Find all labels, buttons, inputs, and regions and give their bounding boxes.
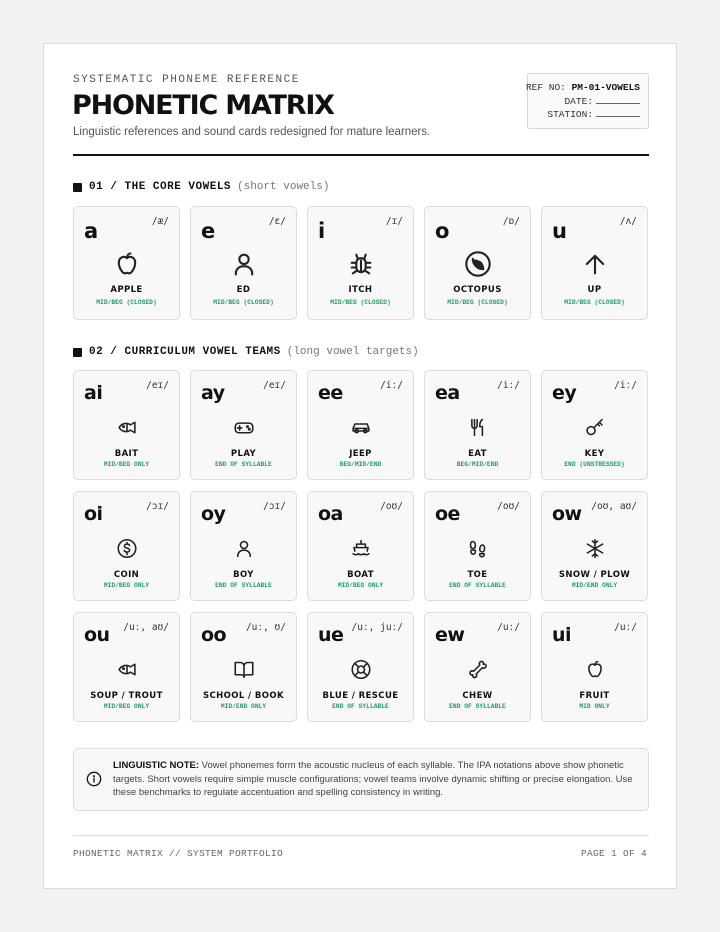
position-label: MID/BEG (CLOSED) bbox=[213, 299, 274, 306]
ipa-notation: /oʊ/ bbox=[380, 501, 403, 512]
station-row bbox=[547, 108, 640, 120]
card-letter: oy bbox=[201, 503, 226, 525]
sound-card-oi bbox=[73, 491, 180, 601]
ipa-notation: /ɛ/ bbox=[268, 216, 286, 227]
footer-page-number: PAGE 1 OF 4 bbox=[580, 848, 647, 859]
sound-card-o bbox=[424, 206, 531, 320]
section-number: 02 / CURRICULUM VOWEL TEAMS bbox=[89, 346, 281, 358]
date-label: DATE: bbox=[564, 96, 593, 107]
sound-card-ey bbox=[541, 370, 648, 480]
position-label: END (UNSTRESSED) bbox=[564, 461, 625, 468]
ipa-notation: /uː, aʊ/ bbox=[123, 622, 169, 633]
ipa-notation: /oʊ, aʊ/ bbox=[591, 501, 637, 512]
station-blank-line bbox=[596, 108, 640, 117]
example-word: SCHOOL / BOOK bbox=[202, 691, 285, 701]
section-core-vowels-heading bbox=[73, 181, 329, 193]
coin-icon bbox=[116, 538, 137, 559]
position-label: END OF SYLLABLE bbox=[215, 461, 272, 468]
example-word: EAT bbox=[468, 449, 487, 459]
example-word: CHEW bbox=[462, 691, 493, 701]
car-icon bbox=[350, 417, 371, 438]
example-word: FRUIT bbox=[579, 691, 610, 701]
section-bullet-icon bbox=[73, 348, 82, 357]
example-word: UP bbox=[587, 285, 602, 295]
ipa-notation: /iː/ bbox=[497, 380, 520, 391]
ipa-notation: /uː/ bbox=[497, 622, 520, 633]
document-page bbox=[43, 43, 677, 889]
example-word: SNOW / PLOW bbox=[558, 570, 631, 580]
ipa-notation: /æ/ bbox=[151, 216, 169, 227]
section-hint: (long vowel targets) bbox=[286, 346, 419, 358]
position-label: END OF SYLLABLE bbox=[215, 582, 272, 589]
ipa-notation: /ɔɪ/ bbox=[263, 501, 286, 512]
sound-card-a bbox=[73, 206, 180, 320]
station-label: STATION: bbox=[547, 109, 593, 120]
sound-card-ay bbox=[190, 370, 297, 480]
sound-card-oo bbox=[190, 612, 297, 722]
example-word: SOUP / TROUT bbox=[90, 691, 163, 701]
position-label: MID/END ONLY bbox=[571, 582, 618, 589]
section-number: 01 / THE CORE VOWELS bbox=[89, 181, 232, 193]
sound-card-ow bbox=[541, 491, 648, 601]
position-label: MID/BEG ONLY bbox=[337, 582, 384, 589]
position-label: MID/BEG ONLY bbox=[103, 703, 150, 710]
example-word: TOE bbox=[467, 570, 488, 580]
card-letter: oa bbox=[318, 503, 343, 525]
footer-left: PHONETIC MATRIX // SYSTEM PORTFOLIO bbox=[73, 848, 284, 859]
example-word: ED bbox=[236, 285, 251, 295]
card-letter: u bbox=[552, 219, 567, 243]
ipa-notation: /eɪ/ bbox=[146, 380, 169, 391]
sound-card-ue bbox=[307, 612, 414, 722]
example-word: BOAT bbox=[347, 570, 374, 580]
card-letter: ea bbox=[435, 382, 460, 404]
utensils-icon bbox=[467, 417, 488, 438]
card-letter: ey bbox=[552, 382, 577, 404]
fish-icon bbox=[116, 659, 137, 680]
ref-number-row bbox=[526, 82, 640, 93]
ipa-notation: /ɒ/ bbox=[502, 216, 520, 227]
reference-box bbox=[527, 73, 649, 129]
page-subtitle: Linguistic references and sound cards redesigned for mature learners. bbox=[73, 126, 431, 138]
person-icon bbox=[233, 538, 254, 559]
card-letter: oo bbox=[201, 624, 227, 646]
spiral-icon bbox=[464, 250, 492, 278]
header-divider bbox=[73, 154, 649, 156]
kicker-text: SYSTEMATIC PHONEME REFERENCE bbox=[73, 74, 300, 86]
card-letter: oe bbox=[435, 503, 460, 525]
ipa-notation: /uː, juː/ bbox=[351, 622, 403, 633]
lifebuoy-icon bbox=[350, 659, 371, 680]
sound-card-ea bbox=[424, 370, 531, 480]
position-label: BEG/MID/END bbox=[339, 461, 382, 468]
ipa-notation: /ɪ/ bbox=[385, 216, 403, 227]
ipa-notation: /ɔɪ/ bbox=[146, 501, 169, 512]
card-letter: i bbox=[318, 219, 325, 243]
sound-card-ai bbox=[73, 370, 180, 480]
position-label: MID/BEG ONLY bbox=[103, 582, 150, 589]
footer-divider bbox=[73, 835, 649, 836]
example-word: APPLE bbox=[110, 285, 143, 295]
position-label: BEG/MID/END bbox=[456, 461, 499, 468]
card-letter: oi bbox=[84, 503, 103, 525]
gamepad-icon bbox=[233, 417, 254, 438]
ref-number-label: REF NO: bbox=[525, 82, 566, 93]
card-letter: a bbox=[84, 219, 98, 243]
ipa-notation: /iː/ bbox=[614, 380, 637, 391]
example-word: BOY bbox=[233, 570, 254, 580]
arrow-up-icon bbox=[581, 250, 609, 278]
key-icon bbox=[584, 417, 605, 438]
page-title: PHONETIC MATRIX bbox=[72, 90, 334, 121]
footprints-icon bbox=[467, 538, 488, 559]
note-label: LINGUISTIC NOTE: bbox=[113, 760, 200, 771]
sound-card-ee bbox=[307, 370, 414, 480]
note-body: Vowel phonemes form the acoustic nucleus of each syllable. The IPA notations above show phonetic targets. Short vowels require simple muscle configurations; vowel teams involve dynamic shifting or precise elongation. Use these benchmarks to regulate accentuation and spelling consistency in writing. bbox=[113, 760, 633, 798]
bug-icon bbox=[347, 250, 375, 278]
linguistic-note bbox=[73, 748, 649, 811]
ipa-notation: /uː, ʊ/ bbox=[245, 622, 286, 633]
snowflake-icon bbox=[584, 538, 605, 559]
example-word: BLUE / RESCUE bbox=[322, 691, 399, 701]
position-label: MID/BEG (CLOSED) bbox=[330, 299, 391, 306]
sound-card-oe bbox=[424, 491, 531, 601]
book-icon bbox=[233, 659, 254, 680]
fish-icon bbox=[116, 417, 137, 438]
sound-card-ui bbox=[541, 612, 648, 722]
section-hint: (short vowels) bbox=[237, 181, 330, 193]
example-word: KEY bbox=[584, 449, 605, 459]
sound-card-e bbox=[190, 206, 297, 320]
ship-icon bbox=[350, 538, 371, 559]
sound-card-oy bbox=[190, 491, 297, 601]
position-label: MID/END ONLY bbox=[220, 703, 267, 710]
card-letter: ue bbox=[318, 624, 344, 646]
section-bullet-icon bbox=[73, 183, 82, 192]
card-letter: ai bbox=[84, 382, 103, 404]
date-row bbox=[564, 95, 640, 107]
position-label: END OF SYLLABLE bbox=[332, 703, 389, 710]
note-text bbox=[113, 759, 643, 800]
card-letter: ui bbox=[552, 624, 572, 646]
ipa-notation: /oʊ/ bbox=[497, 501, 520, 512]
example-word: JEEP bbox=[349, 449, 372, 459]
example-word: ITCH bbox=[348, 285, 373, 295]
example-word: OCTOPUS bbox=[453, 285, 502, 295]
card-letter: ou bbox=[84, 624, 110, 646]
ipa-notation: /uː/ bbox=[614, 622, 637, 633]
position-label: MID/BEG (CLOSED) bbox=[564, 299, 625, 306]
info-icon bbox=[86, 771, 102, 787]
card-letter: e bbox=[201, 219, 215, 243]
ipa-notation: /eɪ/ bbox=[263, 380, 286, 391]
sound-card-u bbox=[541, 206, 648, 320]
card-letter: ay bbox=[201, 382, 225, 404]
sound-card-i bbox=[307, 206, 414, 320]
card-letter: ew bbox=[435, 624, 465, 646]
card-letter: o bbox=[435, 219, 449, 243]
card-letter: ow bbox=[552, 503, 582, 525]
sound-card-ew bbox=[424, 612, 531, 722]
card-letter: ee bbox=[318, 382, 343, 404]
ipa-notation: /ʌ/ bbox=[619, 216, 637, 227]
date-blank-line bbox=[596, 95, 640, 104]
position-label: END OF SYLLABLE bbox=[449, 582, 506, 589]
position-label: MID/BEG ONLY bbox=[103, 461, 150, 468]
example-word: PLAY bbox=[230, 449, 257, 459]
position-label: END OF SYLLABLE bbox=[449, 703, 506, 710]
person-icon bbox=[230, 250, 258, 278]
sound-card-oa bbox=[307, 491, 414, 601]
position-label: MID/BEG (CLOSED) bbox=[447, 299, 508, 306]
bone-icon bbox=[467, 659, 488, 680]
example-word: BAIT bbox=[114, 449, 139, 459]
ipa-notation: /iː/ bbox=[380, 380, 403, 391]
ref-number-value: PM-01-VOWELS bbox=[571, 82, 640, 93]
position-label: MID ONLY bbox=[579, 703, 610, 710]
example-word: COIN bbox=[113, 570, 140, 580]
position-label: MID/BEG (CLOSED) bbox=[96, 299, 157, 306]
apple-icon bbox=[113, 250, 141, 278]
sound-card-ou bbox=[73, 612, 180, 722]
apple-icon bbox=[584, 659, 605, 680]
section-vowel-teams-heading bbox=[73, 346, 419, 358]
